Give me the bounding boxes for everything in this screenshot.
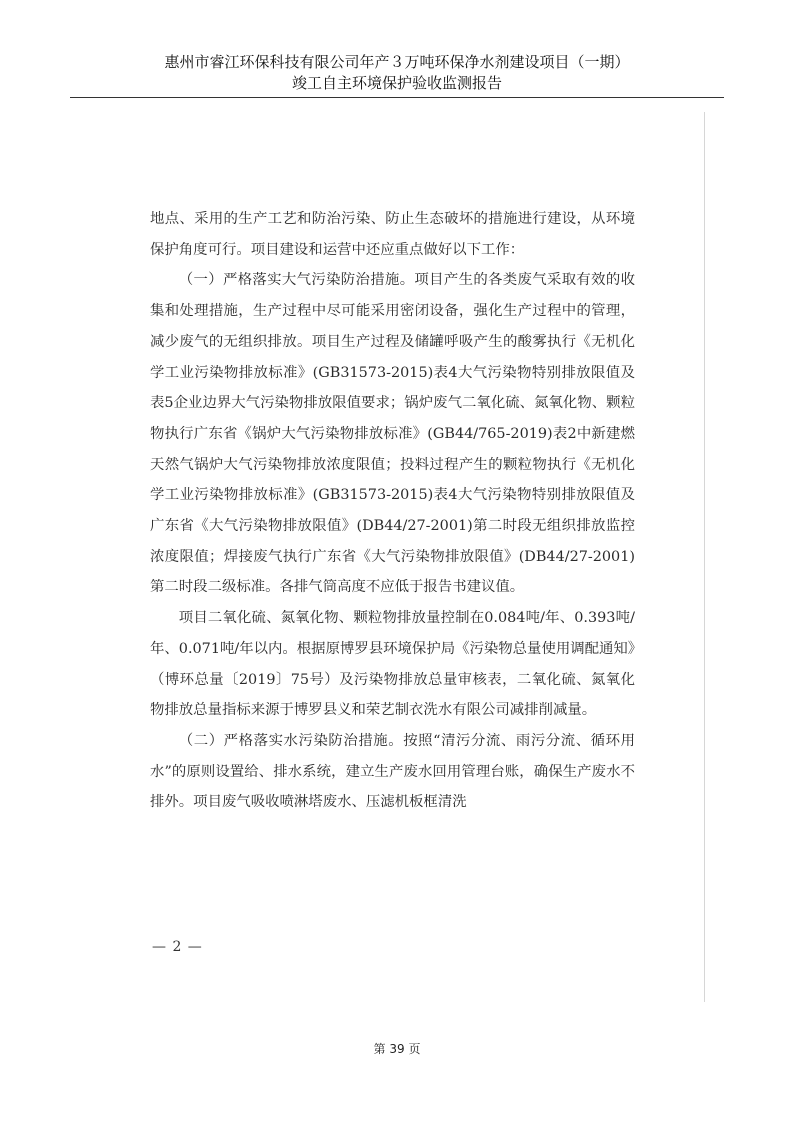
scan-edge-line (704, 112, 705, 1002)
paragraph-emission-totals: 项目二氧化硫、氮氧化物、颗粒物排放量控制在0.084吨/年、0.393吨/年、0.071吨/年以内。根据原博罗县环境保护局《污染物总量使用调配通知》（博环总量〔2019〕75号）及污染物排放总量审核表，二氧化硫、氮氧化物排放总量指标来源于博罗县义和荣艺制衣洗水有限公司减排削减量。 (150, 610, 635, 719)
scanned-page-number: — 2 — (152, 939, 203, 955)
paragraph-air-pollution: （一）严格落实大气污染防治措施。项目产生的各类废气采取有效的收集和处理措施，生产过程中尽可能采用密闭设备，强化生产过程中的管理，减少废气的无组织排放。项目生产过程及储罐呼吸产生的酸雾执行《无机化学工业污染物排放标准》(GB31573-2015)表4大气污染物特别排放限值及表5企业边界大气污染物排放限值要求；锅炉废气二氧化硫、氮氧化物、颗粒物执行广东省《锅炉大气污染物排放标准》(GB44/765-2019)表2中新建燃天然气锅炉大气污染物排放浓度限值；投料过程产生的颗粒物执行《无机化学工业污染物排放标准》(GB31573-2015)表4大气污染物特别排放限值及广东省《大气污染物排放限值》(DB44/27-2001)第二时段无组织排放监控浓度限值；焊接废气执行广东省《大气污染物排放限值》(DB44/27-2001)第二时段二级标准。各排气筒高度不应低于报告书建议值。 (150, 272, 635, 596)
page-footer-number: 第 39 页 (373, 1042, 421, 1056)
header-title-line2: 竣工自主环境保护验收监测报告 (291, 74, 502, 92)
paragraph-water-pollution: （二）严格落实水污染防治措施。按照“清污分流、雨污分流、循环用水”的原则设置给、排水系统，建立生产废水回用管理台账，确保生产废水不排外。项目废气吸收喷淋塔废水、压滤机板框清洗 (150, 732, 635, 811)
header-divider (70, 97, 724, 98)
report-header (70, 52, 724, 94)
document-body (150, 204, 635, 818)
header-title-line1: 惠州市睿江环保科技有限公司年产３万吨环保净水剂建设项目（一期） (164, 53, 630, 71)
paragraph-continuation: 地点、采用的生产工艺和防治污染、防止生态破坏的措施进行建设，从环境保护角度可行。项目建设和运营中还应重点做好以下工作： (150, 211, 635, 258)
